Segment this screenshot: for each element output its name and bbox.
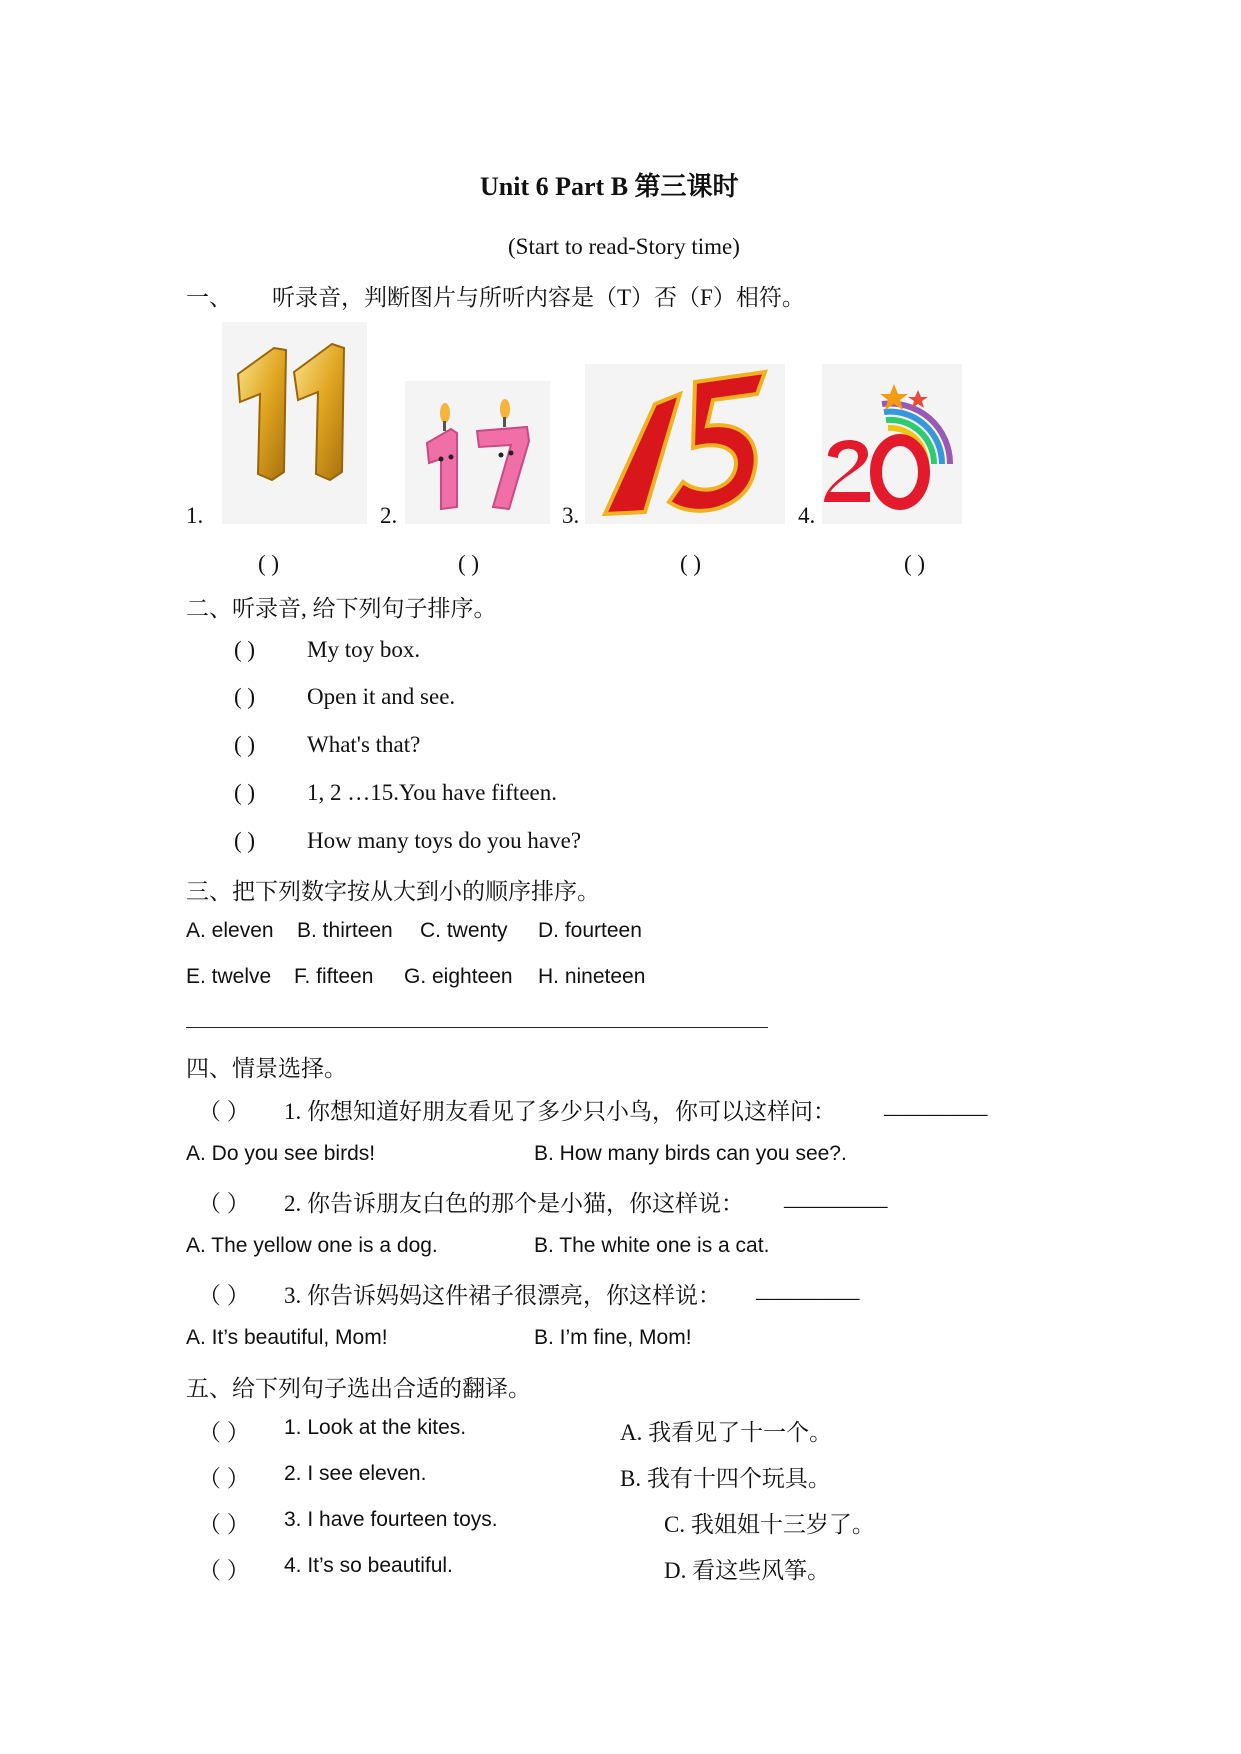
answer-bracket[interactable]: ( ) bbox=[904, 551, 926, 576]
section4-heading: 四、情景选择。 bbox=[186, 1056, 347, 1081]
english-sentence: 3. I have fourteen toys. bbox=[284, 1508, 498, 1531]
section2-heading: 二、听录音, 给下列句子排序。 bbox=[186, 596, 497, 621]
match-bracket[interactable]: （ ） bbox=[198, 1512, 250, 1537]
number-option: E. twelve bbox=[186, 965, 272, 988]
number-option: C. twenty bbox=[420, 919, 508, 942]
answer-blank[interactable]: _________ bbox=[756, 1277, 860, 1302]
question-text: 2. 你告诉朋友白色的那个是小猫，你这样说： bbox=[284, 1191, 744, 1216]
order-sentence: Open it and see. bbox=[307, 684, 456, 709]
order-bracket[interactable]: ( ) bbox=[234, 780, 256, 805]
match-bracket[interactable]: （ ） bbox=[198, 1466, 250, 1491]
balloon-11-text: 11 bbox=[222, 322, 224, 323]
option-b: B. The white one is a cat. bbox=[534, 1234, 770, 1257]
order-bracket[interactable]: ( ) bbox=[234, 732, 256, 757]
balloon-11-icon bbox=[222, 322, 367, 524]
section1-heading-number: 一、 bbox=[186, 285, 232, 310]
order-sentence: How many toys do you have? bbox=[307, 828, 582, 853]
section3-heading: 三、把下列数字按从大到小的顺序排序。 bbox=[186, 879, 600, 904]
number-15-icon bbox=[585, 364, 785, 524]
page-title: Unit 6 Part B 第三课时 bbox=[480, 172, 739, 201]
choice-bracket[interactable]: （ ） bbox=[198, 1191, 250, 1216]
order-sentence: 1, 2 …15.You have fifteen. bbox=[307, 780, 557, 805]
number-option: F. fifteen bbox=[294, 965, 374, 988]
number-option: D. fourteen bbox=[538, 919, 642, 942]
order-bracket[interactable]: ( ) bbox=[234, 828, 256, 853]
candle-17-icon bbox=[405, 381, 550, 524]
answer-bracket[interactable]: ( ) bbox=[258, 551, 280, 576]
answer-bracket[interactable]: ( ) bbox=[680, 551, 702, 576]
english-sentence: 2. I see eleven. bbox=[284, 1462, 427, 1485]
answer-blank[interactable]: _________ bbox=[784, 1185, 888, 1210]
english-sentence: 1. Look at the kites. bbox=[284, 1416, 467, 1439]
translation-option: D. 看这些风筝。 bbox=[664, 1558, 831, 1583]
section1-heading: 听录音，判断图片与所听内容是（T）否（F）相符。 bbox=[272, 285, 805, 310]
translation-option: B. 我有十四个玩具。 bbox=[620, 1466, 831, 1491]
translation-option: A. 我看见了十一个。 bbox=[620, 1420, 833, 1445]
match-bracket[interactable]: （ ） bbox=[198, 1558, 250, 1583]
item-number: 2. bbox=[380, 503, 398, 528]
english-sentence: 4. It’s so beautiful. bbox=[284, 1554, 453, 1577]
page-subtitle: (Start to read-Story time) bbox=[508, 234, 740, 259]
order-bracket[interactable]: ( ) bbox=[234, 684, 256, 709]
number-option: A. eleven bbox=[186, 919, 274, 942]
match-bracket[interactable]: （ ） bbox=[198, 1420, 250, 1445]
section5-heading: 五、给下列句子选出合适的翻译。 bbox=[186, 1376, 531, 1401]
number-20-icon bbox=[822, 364, 962, 524]
number-option: H. nineteen bbox=[538, 965, 646, 988]
item-number: 3. bbox=[562, 503, 580, 528]
order-bracket[interactable]: ( ) bbox=[234, 637, 256, 662]
choice-bracket[interactable]: （ ） bbox=[198, 1283, 250, 1308]
order-sentence: My toy box. bbox=[307, 637, 421, 662]
item-number: 1. bbox=[186, 503, 204, 528]
answer-bracket[interactable]: ( ) bbox=[458, 551, 480, 576]
question-text: 1. 你想知道好朋友看见了多少只小鸟，你可以这样问： bbox=[284, 1099, 836, 1124]
option-a: A. Do you see birds! bbox=[186, 1142, 376, 1165]
option-b: B. How many birds can you see?. bbox=[534, 1142, 847, 1165]
question-text: 3. 你告诉妈妈这件裙子很漂亮，你这样说： bbox=[284, 1283, 721, 1308]
translation-option: C. 我姐姐十三岁了。 bbox=[664, 1512, 875, 1537]
choice-bracket[interactable]: （ ） bbox=[198, 1099, 250, 1124]
answer-blank[interactable]: _________ bbox=[884, 1093, 988, 1118]
option-a: A. It’s beautiful, Mom! bbox=[186, 1326, 388, 1349]
item-number: 4. bbox=[798, 503, 816, 528]
answer-line[interactable] bbox=[186, 1027, 768, 1028]
option-a: A. The yellow one is a dog. bbox=[186, 1234, 438, 1257]
order-sentence: What's that? bbox=[307, 732, 421, 757]
number-option: B. thirteen bbox=[297, 919, 393, 942]
number-option: G. eighteen bbox=[404, 965, 513, 988]
option-b: B. I’m fine, Mom! bbox=[534, 1326, 692, 1349]
